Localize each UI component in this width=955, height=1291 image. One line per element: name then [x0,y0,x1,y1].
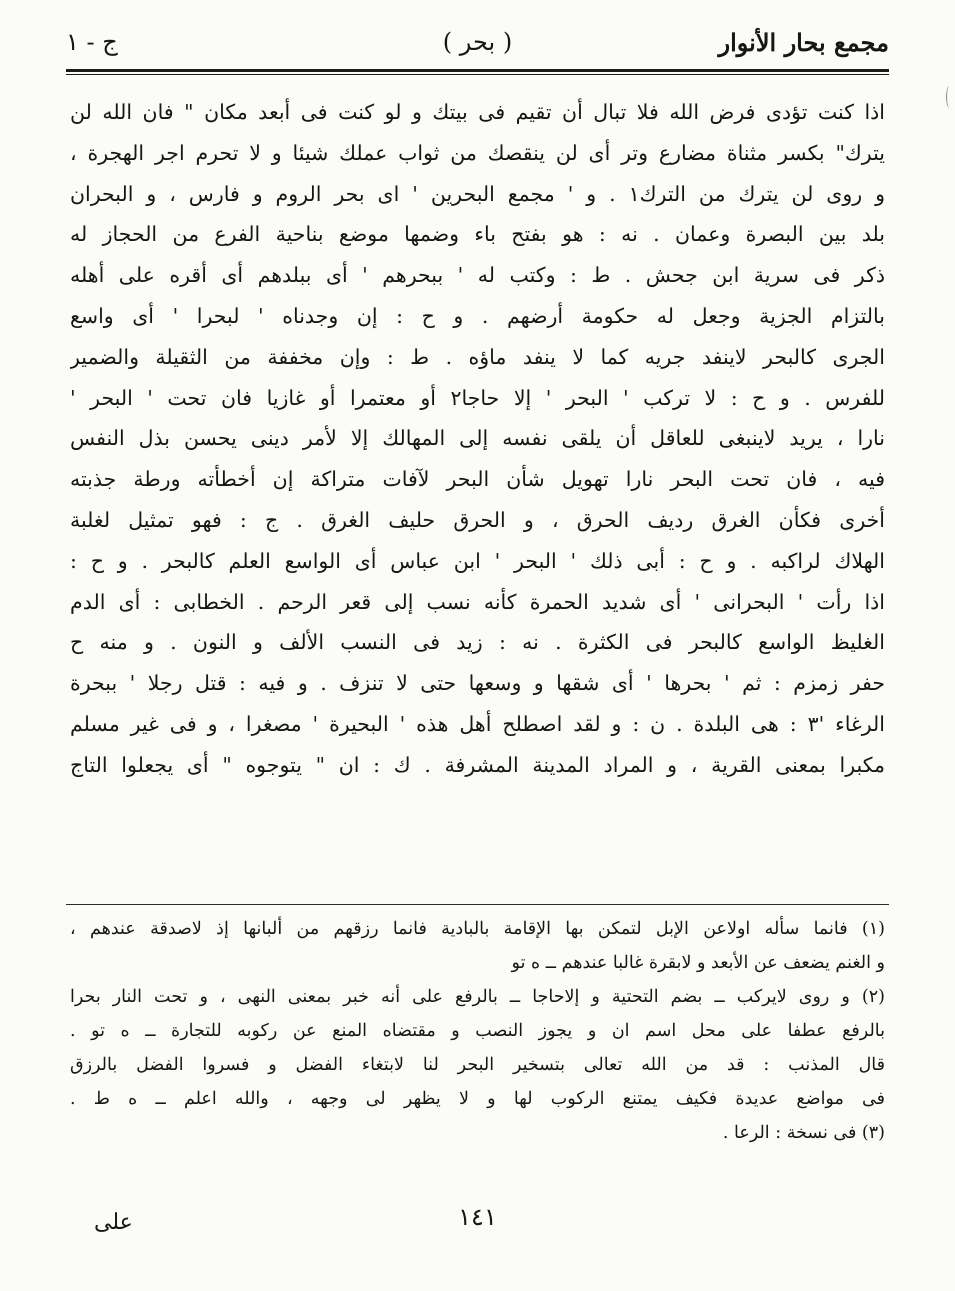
entry-word: ( بحر ) [442,28,513,56]
text-line: ذكر فى سرية ابن جحش . ط : وكتب له ' ببحرهم ' أى ببلدهم أى أقره على أهله [70,263,885,288]
main-text [70,92,885,786]
page-edge-mark [946,86,953,108]
header-rule-thick [66,69,889,72]
text-line: بالتزام الجزية وجعل له حكومة أرضهم . و ح : إن وجدناه ' لبحرا ' أى واسع [70,303,885,328]
footnote-rule [66,904,889,905]
text-line: فيه ، فان تحت البحر نارا تهويل شأن البحر لآفات متراكة إن أخطأته ورطة جذبته [70,467,885,492]
running-header [66,28,889,68]
text-line: الغليظ الواسع كالبحر فى الكثرة . نه : زيد فى النسب الألف و النون . و منه ح [70,630,885,655]
text-line: الهلاك لراكبه . و ح : أبى ذلك ' البحر ' ابن عباس أى الواسع العلم كالبحر . و ح : [70,548,885,573]
text-line: نارا ، يريد لاينبغى للعاقل أن يلقى نفسه إلى المهالك إلا لأمر دينى يحسن بذل النفس [70,426,885,451]
text-line: حفر زمزم : ثم ' بحرها ' أى شقها و وسعها حتى لا تنزف . و فيه : قتل رجلا ' ببحرة [70,671,885,696]
text-line: بلد بين البصرة وعمان . نه : هو بفتح باء وضمها موضع بناحية الفرع من الحجاز له [70,222,885,247]
text-line: الجرى كالبحر لاينفد جريه كما لا ينفد ماؤه . ط : وإن مخففة من الثقيلة والضمير [70,344,885,369]
footnotes [70,912,885,1150]
text-line: اذا رأت ' البحرانى ' أى شديد الحمرة كأنه نسب إلى قعر الرحم . الخطابى : أى الدم [70,589,885,614]
footnote-line: فى مواضع عديدة فكيف يمتنع الركوب لها و لا يظهر لى وجهه ، والله اعلم ــ ه ط . [70,1089,885,1109]
text-line: مكبرا بمعنى القرية ، و المراد المدينة المشرفة . ك : ان " يتوجوه " أى يجعلوا التاج [70,752,885,777]
text-line: الرغاء '٣ : هى البلدة . ن : و لقد اصطلح أهل هذه ' البحيرة ' مصغرا ، و فى غير مسلم [70,711,885,736]
catchword: على [94,1210,133,1235]
page-number: ١٤١ [458,1203,497,1231]
text-line: يترك" بكسر مثناة مضارع وتر أى لن ينقصك من ثواب عملك شيئا و لا تحرم اجر الهجرة ، [70,140,885,165]
text-line: و روى لن يترك من الترك١ . و ' مجمع البحرين ' اى بحر الروم و فارس ، و البحران [70,181,885,206]
footnote-line: قال المذنب : قد من الله تعالى بتسخير البحر لنا لابتغاء الفضل و فسروا الفضل بالرزق [70,1055,885,1075]
header-rule-thin [66,74,889,75]
footnote-line: (٣) فى نسخة : الرعا . [722,1123,885,1143]
footnote-line: (٢) و روى لايركب ــ بضم التحتية و إلاحاجا ــ بالرفع على أنه خبر بمعنى النهى ، و تحت النار بحرا [70,987,885,1007]
book-title: مجمع بحار الأنوار [718,28,889,57]
footnote-line: (١) فانما سأله اولاعن الإبل لتمكن بها الإقامة بالبادية فانما رزقهم من ألبانها إذ لاصدقة عندهم ، [70,919,885,939]
footnote-line: بالرفع عطفا على محل اسم ان و يجوز النصب و مقتضاه المنع عن ركوبه للتجارة ــ ه تو . [70,1021,885,1041]
volume-number: ج - ١ [66,28,118,56]
text-line: أخرى فكأن الغرق رديف الحرق ، و الحرق حليف الغرق . ج : فهو تمثيل لغلبة [70,507,885,532]
text-line: اذا كنت تؤدى فرض الله فلا تبال أن تقيم فى بيتك و لو كنت فى أبعد مكان " فان الله لن [70,100,885,124]
footnote-line: و الغنم يضعف عن الأبعد و لابقرة غالبا عندهم ــ ه تو [511,953,885,973]
text-line: للفرس . و ح : لا تركب ' البحر ' إلا حاجا٢ أو معتمرا أو غازيا فان تحت ' البحر ' [70,385,885,410]
